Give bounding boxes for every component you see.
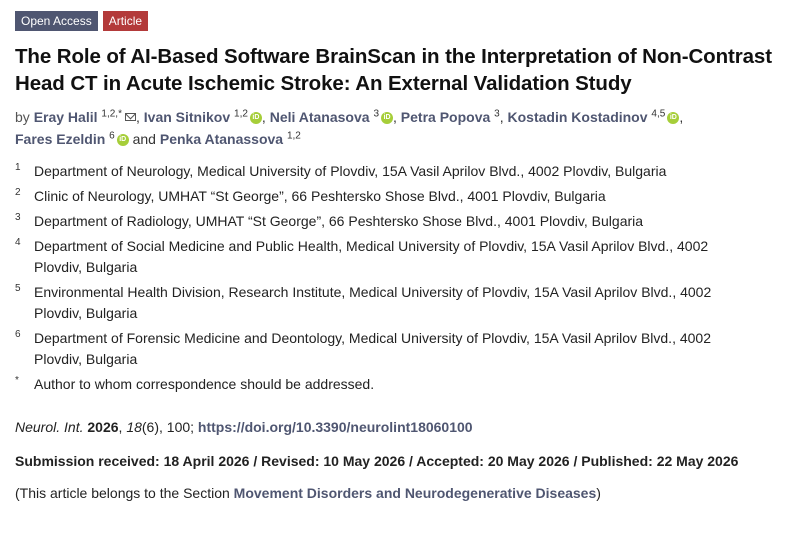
section-prefix: (This article belongs to the Section <box>15 485 230 501</box>
section-suffix: ) <box>596 485 601 501</box>
author-affiliation-sup: 1,2,* <box>101 108 122 120</box>
section-note <box>15 483 785 503</box>
citation-year: 2026 <box>87 419 119 435</box>
affiliation-number: 4 <box>15 237 21 248</box>
author-affiliation-sup: 4,5 <box>651 108 666 120</box>
author-affiliation-sup: 3 <box>494 108 500 120</box>
affiliation-number: * <box>15 375 19 386</box>
orcid-icon[interactable]: iD <box>117 134 129 146</box>
affiliation-text: Department of Neurology, Medical University of Plovdiv, 15A Vasil Aprilov Blvd., 4002 Plovdiv, Bulgaria <box>34 163 667 179</box>
affiliation-list <box>15 161 785 395</box>
article-header <box>15 11 785 503</box>
affiliation-number: 3 <box>15 212 21 223</box>
author-name[interactable]: Eray Halil <box>33 109 98 125</box>
section-link[interactable]: Movement Disorders and Neurodegenerative Diseases <box>233 485 597 501</box>
orcid-icon[interactable]: iD <box>381 112 393 124</box>
affiliation-text: Department of Radiology, UMHAT “St George”, 66 Peshtersko Shose Blvd., 4001 Plovdiv, Bulgaria <box>34 213 644 229</box>
article-type-badge[interactable]: Article <box>103 11 148 31</box>
citation-issue-article: (6), 100; <box>141 419 195 435</box>
affiliation-number: 2 <box>15 187 21 198</box>
affiliation-text: Environmental Health Division, Research Institute, Medical University of Plovdiv, 15A Vasil Aprilov Blvd., 4002 Plovdiv, Bulgaria <box>34 284 712 321</box>
author-name[interactable]: Penka Atanassova <box>159 131 284 147</box>
affiliation-item <box>15 161 785 182</box>
journal-abbrev: Neurol. Int. <box>15 419 84 435</box>
article-title: The Role of AI-Based Software BrainScan in the Interpretation of Non-Contrast Head CT in Acute Ischemic Stroke: An External Validation Study <box>15 45 772 95</box>
authors-and: and <box>132 131 156 147</box>
publication-dates: Submission received: 18 April 2026 / Revised: 10 May 2026 / Accepted: 20 May 2026 / Published: 22 May 2026 <box>15 453 739 469</box>
affiliation-number: 1 <box>15 162 21 173</box>
envelope-icon[interactable] <box>125 113 136 121</box>
affiliation-item <box>15 186 785 207</box>
author-affiliation-sup: 1,2 <box>286 130 301 142</box>
affiliation-number: 5 <box>15 283 21 294</box>
author-name[interactable]: Fares Ezeldin <box>15 131 106 147</box>
author-affiliation-sup: 6 <box>109 130 115 142</box>
citation-volume: 18 <box>126 419 142 435</box>
citation-line: Neurol. Int. 2026, 18(6), 100; https://doi.org/10.3390/neurolint18060100 <box>15 419 473 435</box>
author-name[interactable]: Ivan Sitnikov <box>143 109 231 125</box>
author-name[interactable]: Petra Popova <box>400 109 491 125</box>
orcid-icon[interactable]: iD <box>250 112 262 124</box>
author-affiliation-sup: 1,2 <box>234 108 248 120</box>
affiliation-item <box>15 211 785 232</box>
authors-prefix: by <box>15 109 30 125</box>
affiliation-item <box>15 328 785 370</box>
orcid-icon[interactable]: iD <box>667 112 679 124</box>
affiliation-text: Department of Social Medicine and Public Health, Medical University of Plovdiv, 15A Vasil Aprilov Blvd., 4002 Plovdiv, Bulgaria <box>34 238 709 275</box>
affiliation-item <box>15 374 785 395</box>
affiliation-item <box>15 236 785 278</box>
affiliation-text: Clinic of Neurology, UMHAT “St George”, 66 Peshtersko Shose Blvd., 4001 Plovdiv, Bulgaria <box>34 188 606 204</box>
affiliation-text: Department of Forensic Medicine and Deontology, Medical University of Plovdiv, 15A Vasil Aprilov Blvd., 4002 Plovdiv, Bulgaria <box>34 330 711 367</box>
affiliation-number: 6 <box>15 329 21 340</box>
open-access-badge[interactable]: Open Access <box>15 11 98 31</box>
author-name[interactable]: Neli Atanasova <box>269 109 370 125</box>
affiliation-item <box>15 282 785 324</box>
affiliation-text: Author to whom correspondence should be addressed. <box>34 376 375 392</box>
author-affiliation-sup: 3 <box>373 108 380 120</box>
doi-link[interactable]: https://doi.org/10.3390/neurolint18060100 <box>197 419 473 435</box>
author-name[interactable]: Kostadin Kostadinov <box>507 109 648 125</box>
author-list: by Eray Halil $^{1,2,*}$ , Ivan Sitnikov $^{1,2}$ iD , Neli Atanasova $^3$ iD , Petra Popova $^3$, Kostadin Kostadinov $^{4,5}$ iD , Fares Ezeldin $^6$ iD and Penka Atanassova $^{1,2}$ <box>15 108 684 147</box>
badges <box>15 11 785 31</box>
